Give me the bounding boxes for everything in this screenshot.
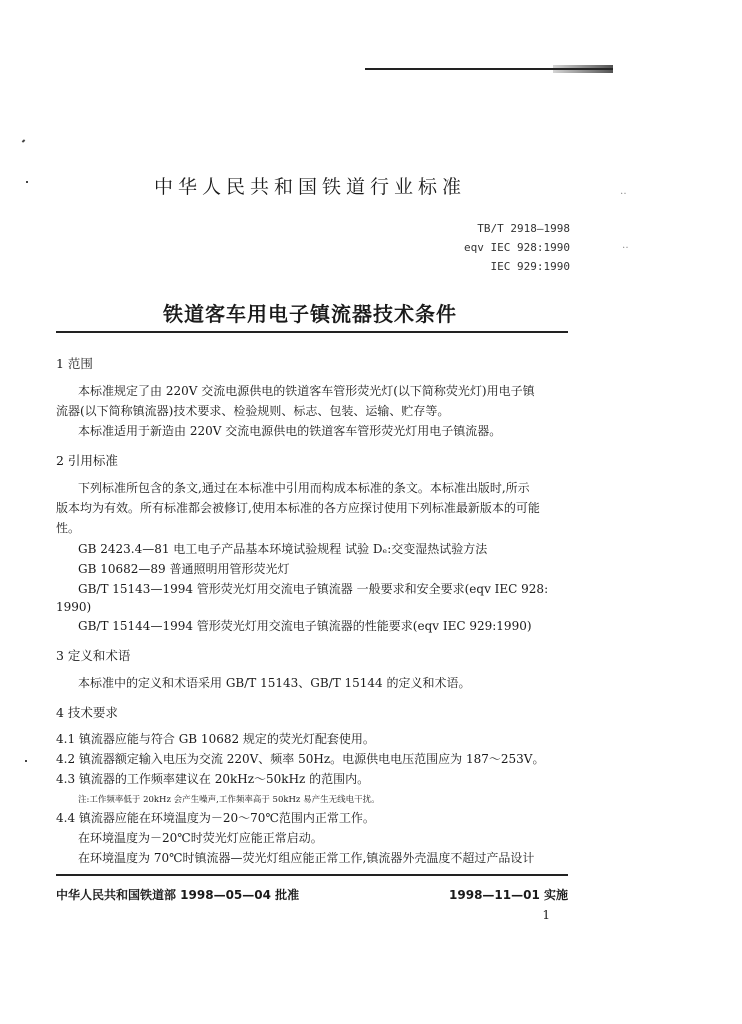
footer-divider: [56, 874, 568, 876]
section-3-paragraph: 本标准中的定义和术语采用 GB/T 15143、GB/T 15144 的定义和术语。: [78, 676, 471, 690]
section-1-paragraph-1-line-1: 本标准规定了由 220V 交流电源供电的铁道客车管形荧光灯(以下简称荧光灯)用电子镇: [78, 384, 535, 398]
section-1-paragraph-1-line-2: 流器(以下简称镇流器)技术要求、检验规则、标志、包装、运输、贮存等。: [56, 404, 450, 418]
section-2-paragraph-line-3: 性。: [56, 521, 81, 535]
section-2-paragraph-line-2: 版本均为有效。所有标准都会被修订,使用本标准的各方应探讨使用下列标准最新版本的可能: [56, 501, 540, 515]
reference-standard-1: GB 2423.4—81 电工电子产品基本环境试验规程 试验 Dₑ:交变湿热试验方法: [78, 542, 488, 556]
section-3-heading: 3 定义和术语: [56, 648, 131, 663]
clause-4-4-line-2: 在环境温度为－20℃时荧光灯应能正常启动。: [78, 831, 323, 845]
standard-code: TB/T 2918—1998: [477, 222, 570, 235]
clause-4-3-note: 注:工作频率低于 20kHz 会产生噪声,工作频率高于 50kHz 易产生无线电干扰。: [78, 795, 380, 805]
page-number: 1: [542, 908, 550, 922]
clause-4-1: 4.1 镇流器应能与符合 GB 10682 规定的荧光灯配套使用。: [56, 732, 375, 746]
equivalent-standard-1: eqv IEC 928:1990: [464, 241, 570, 254]
scan-artifact-line: [365, 68, 613, 70]
equivalent-standard-2: IEC 929:1990: [490, 260, 570, 273]
section-1-heading: 1 范围: [56, 356, 93, 371]
scan-speck: [22, 139, 26, 142]
approval-date: 中华人民共和国铁道部 1998—05—04 批准: [56, 888, 300, 902]
scan-dash: ‥: [622, 240, 629, 251]
clause-4-4-line-3: 在环境温度为 70℃时镇流器—荧光灯组应能正常工作,镇流器外壳温度不超过产品设计: [78, 851, 535, 865]
clause-4-4: 4.4 镇流器应能在环境温度为－20～70℃范围内正常工作。: [56, 811, 375, 825]
clause-4-3: 4.3 镇流器的工作频率建议在 20kHz～50kHz 的范围内。: [56, 772, 370, 786]
title-divider: [56, 331, 568, 333]
implementation-date: 1998—11—01 实施: [449, 888, 568, 902]
section-2-heading: 2 引用标准: [56, 453, 118, 468]
clause-4-2: 4.2 镇流器额定输入电压为交流 220V、频率 50Hz。电源供电电压范围应为 187～253V。: [56, 752, 545, 766]
reference-standard-3-line-2: 1990): [56, 600, 92, 614]
document-title: 铁道客车用电子镇流器技术条件: [163, 302, 457, 326]
standard-category-title: 中华人民共和国铁道行业标准: [153, 176, 466, 198]
reference-standard-3-line-1: GB/T 15143—1994 管形荧光灯用交流电子镇流器 一般要求和安全要求(eqv IEC 928:: [78, 582, 549, 596]
reference-standard-4: GB/T 15144—1994 管形荧光灯用交流电子镇流器的性能要求(eqv IEC 929:1990): [78, 619, 532, 633]
section-2-paragraph-line-1: 下列标准所包含的条文,通过在本标准中引用而构成本标准的条文。本标准出版时,所示: [78, 481, 530, 495]
reference-standard-2: GB 10682—89 普通照明用管形荧光灯: [78, 562, 290, 576]
scan-speck: [25, 760, 27, 762]
scan-dash: ‥: [620, 186, 627, 197]
section-4-heading: 4 技术要求: [56, 705, 118, 720]
section-1-paragraph-2: 本标准适用于新造由 220V 交流电源供电的铁道客车管形荧光灯用电子镇流器。: [78, 424, 502, 438]
